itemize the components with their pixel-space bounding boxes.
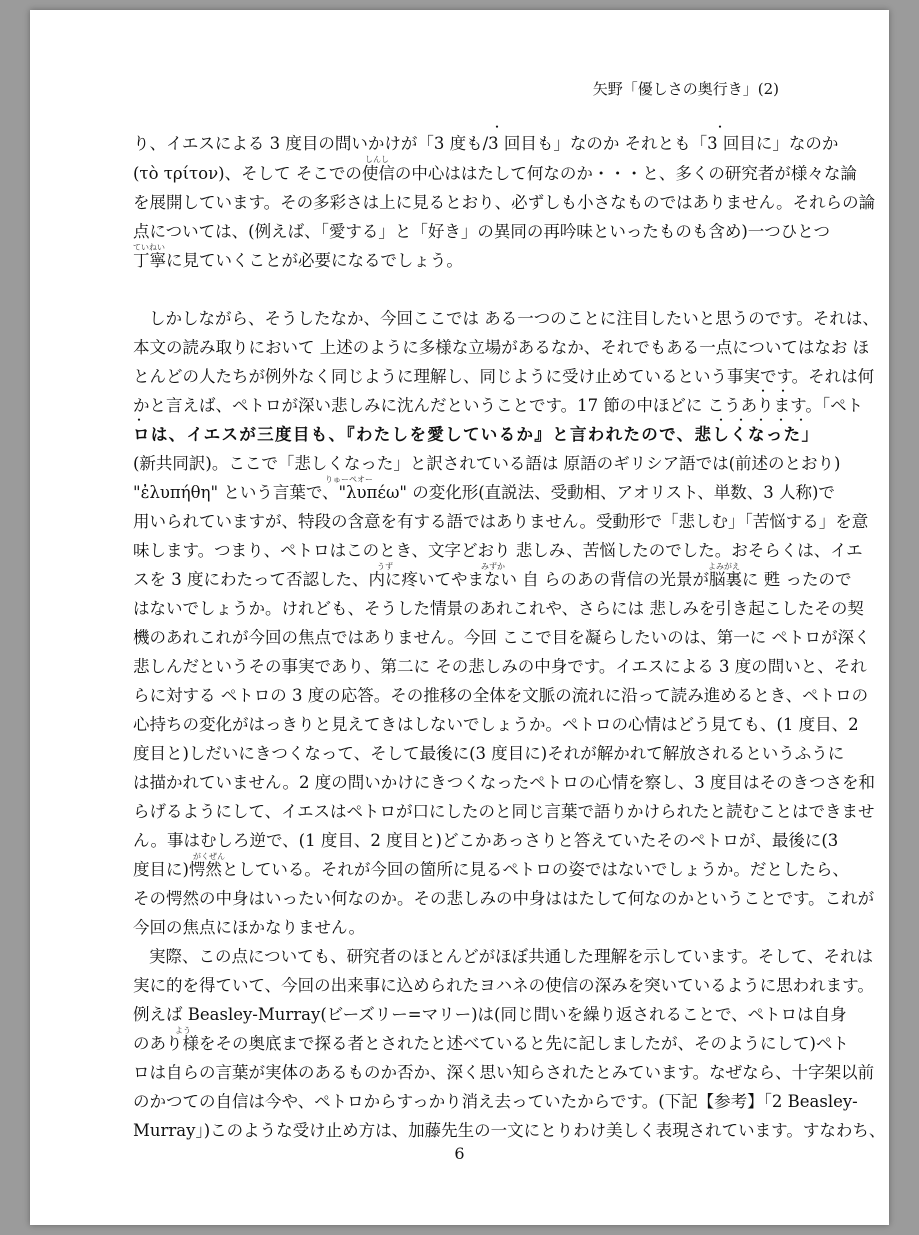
ruby-annotation: よみがえ [708,562,740,571]
text-line: ロは自らの言葉が実体のあるものか否か、深く思い知らされたとみています。なぜなら、十字架以前 [133,1063,875,1082]
quoted-line: ロは、イエスが三度目も、『わたしを愛しているか』と言われたので、悲しくなった」 [133,425,818,444]
text-line: 本文の読み取りにおいて 上述のように多様な立場があるなか、それでもある一点についてはなお ほ [133,338,870,357]
emphasis-dots: ・ [714,120,735,134]
text-line: 用いられていますが、特段の含意を有する語ではありません。受動形で「悲しむ」「苦悩する」を意 [133,512,869,531]
emphasis-dots: ・ [133,413,154,427]
text-line: "ἐλυπήθη" という言葉で、"λυπέω" の変化形(直説法、受動相、アオリスト、単数、3 人称)で [133,483,835,502]
emphasis-dots: ・・ [757,384,798,398]
text-line: 実際、この点についても、研究者のほとんどがほぼ共通した理解を示しています。そして、それは [149,947,874,966]
text-line: は描かれていません。2 度の問いかけにきつくなったペトロの心情を察し、3 度目はそのきつさを和 [133,773,875,792]
text-line: はないでしょうか。けれども、そうした情景のあれこれや、さらには 悲しみを引き起こしたその契 [133,599,864,618]
page-number: 6 [454,1144,465,1163]
text-line: のあり様をその奥底まで探る者とされたと述べていると先に記しましたが、そのようにして)ペト [133,1034,849,1053]
text-line: 点については、(例えば、「愛する」と「好き」の異同の再吟味といったものも含め)一つひとつ [133,222,830,241]
ruby-annotation: ていねい [133,243,165,252]
text-line: かと言えば、ペトロが深い悲しみに沈んだということです。17 節の中ほどに こうあります。「ペト [133,396,864,415]
text-line: り、イエスによる 3 度目の問いかけが「3 度も/3 回目も」なのか それとも「3 回目に」なのか [133,134,839,153]
ruby-annotation: よう [175,1026,191,1035]
text-line: 例えば Beasley-Murray(ビーズリー=マリー)は(同じ問いを繰り返されることで、ペトロは自身 [133,1005,847,1024]
ruby-annotation: みずか [481,562,505,571]
text-line: らげるようにして、イエスはペトロが口にしたのと同じ言葉で語りかけられたと読むことはできませ [133,802,875,821]
document-page [30,10,889,1225]
text-line: 悲しんだというその事実であり、第二に その悲しみの中身です。イエスによる 3 度の問いと、それ [133,657,867,676]
text-line: 度目と)しだいにきつくなって、そして最後に(3 度目に)それが解かれて解放されるというふうに [133,744,845,763]
text-line: を展開しています。その多彩さは上に見るとおり、必ずしも小さなものではありません。それらの論 [133,193,876,212]
ruby-annotation: がくぜん [193,852,225,861]
text-line: らに対する ペトロの 3 度の応答。その推移の全体を文脈の流れに沿って読み進めるとき、ペトロの [133,686,869,705]
emphasis-dots: ・・・・・ [715,413,816,427]
text-line: 実に的を得ていて、今回の出来事に込められたヨハネの使信の深みを突いているように思われます。 [133,976,874,995]
text-line: しかしながら、そうしたなか、今回ここでは ある一つのことに注目したいと思うのです。それは、 [149,309,879,328]
ruby-annotation: しんし [365,155,389,164]
text-line: (τὸ τρίτον)、そして そこでの使信の中心ははたして何なのか・・・と、多くの研究者が様々な論 [133,164,857,183]
text-line: とんどの人たちが例外なく同じように理解し、同じように受け止めているという事実です。それは何 [133,367,875,386]
text-line: 度目に)愕然としている。それが今回の箇所に見るペトロの姿ではないでしょうか。だとしたら、 [133,860,849,879]
text-line: Murray」)このような受け止め方は、加藤先生の一文にとりわけ美しく表現されています。すなわち、 [133,1121,886,1140]
text-line: 心持ちの変化がはっきりと見えてきはしないでしょうか。ペトロの心情はどう見ても、(1 度目、2 [133,715,859,734]
emphasis-dots: ・ [491,120,512,134]
text-line: ん。事はむしろ逆で、(1 度目、2 度目と)どこかあっさりと答えていたそのペトロが、最後に(3 [133,831,839,850]
text-line: 機のあれこれが今回の焦点ではありません。今回 ここで目を凝らしたいのは、第一に ペトロが深く [133,628,871,647]
text-line: (新共同訳)。ここで「悲しくなった」と訳されている語は 原語のギリシア語では(前述のとおり) [133,454,841,473]
ruby-annotation: うず [377,562,393,571]
text-line: スを 3 度にわたって否認した、内に疼いてやまない 自 らのあの背信の光景が脳裏に 甦 ったので [133,570,852,589]
text-line: 今回の焦点にほかなりません。 [133,918,365,937]
text-line: その愕然の中身はいったい何なのか。その悲しみの中身ははたして何なのかということです。これが [133,889,875,908]
ruby-annotation: りゅーペオー [325,475,373,484]
text-line: 丁寧に見ていくことが必要になるでしょう。 [133,251,463,270]
text-line: 味します。つまり、ペトロはこのとき、文字どおり 悲しみ、苦悩したのでした。おそらくは、イエ [133,541,863,560]
running-header: 矢野「優しさの奥行き」(2) [592,80,779,98]
text-line: のかつての自信は今や、ペトロからすっかり消え去っていたからです。(下記【参考】「2 Beasley- [133,1092,858,1111]
